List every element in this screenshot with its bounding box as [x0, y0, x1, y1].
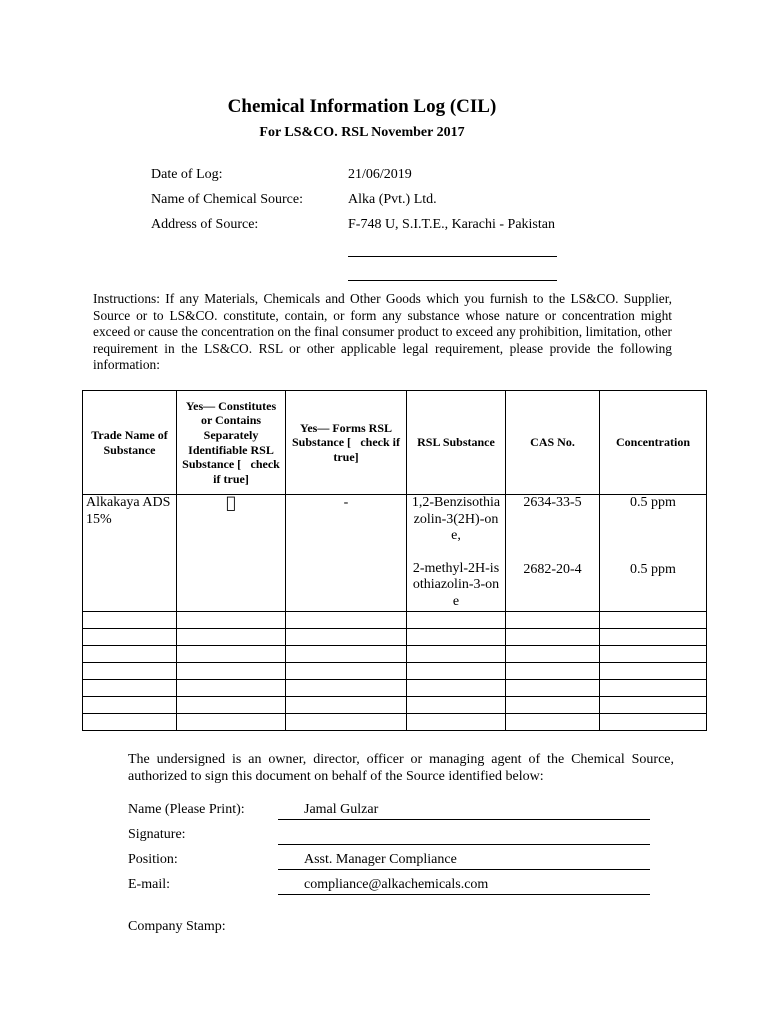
empty-cell — [600, 628, 707, 645]
empty-cell — [407, 645, 506, 662]
empty-cell — [407, 628, 506, 645]
empty-cell — [506, 662, 600, 679]
address-value: F-748 U, S.I.T.E., Karachi - Pakistan — [348, 217, 555, 232]
signature-field[interactable] — [278, 827, 650, 845]
table-row — [83, 662, 707, 679]
empty-cell — [506, 713, 600, 730]
empty-cell — [286, 611, 407, 628]
empty-cell — [83, 679, 177, 696]
empty-cell — [600, 645, 707, 662]
substance-table — [82, 390, 707, 731]
cas-a: 2634-33-5 — [523, 495, 582, 510]
name-label: Name (Please Print): — [128, 802, 245, 817]
cell-constitutes — [177, 495, 286, 612]
table-row — [83, 645, 707, 662]
empty-cell — [83, 662, 177, 679]
cas-b: 2682-20-4 — [523, 562, 582, 577]
empty-cell — [286, 662, 407, 679]
empty-cell — [506, 679, 600, 696]
cell-forms: - — [286, 495, 407, 612]
cell-concentration — [600, 495, 707, 612]
empty-cell — [407, 662, 506, 679]
table-row — [83, 611, 707, 628]
header-cas-no: CAS No. — [506, 391, 600, 495]
empty-cell — [177, 662, 286, 679]
date-value: 21/06/2019 — [348, 167, 412, 182]
empty-cell — [600, 696, 707, 713]
table-header-row — [83, 391, 707, 495]
address-line-3 — [348, 280, 557, 281]
source-label: Name of Chemical Source: — [151, 192, 304, 207]
empty-cell — [286, 645, 407, 662]
cell-cas-no — [506, 495, 600, 612]
stamp-label: Company Stamp: — [128, 919, 226, 934]
trade-name-text: Alkakaya ADS 15% — [86, 495, 171, 527]
address-line-2 — [348, 256, 557, 257]
empty-cell — [83, 645, 177, 662]
empty-cell — [286, 713, 407, 730]
page-subtitle: For LS&CO. RSL November 2017 — [259, 125, 465, 140]
header-constitutes: Yes— Constitutes or Contains Separately Identifiable RSL Substance [ check if true] — [177, 391, 286, 495]
header-rsl-substance: RSL Substance — [407, 391, 506, 495]
empty-cell — [407, 713, 506, 730]
empty-cell — [286, 628, 407, 645]
cell-rsl-substance — [407, 495, 506, 612]
empty-cell — [177, 628, 286, 645]
header-forms: Yes— Forms RSL Substance [ check if true] — [286, 391, 407, 495]
conc-b: 0.5 ppm — [630, 562, 676, 577]
empty-cell — [286, 696, 407, 713]
table-row — [83, 679, 707, 696]
empty-cell — [177, 713, 286, 730]
name-value: Jamal Gulzar — [304, 802, 379, 817]
date-label: Date of Log: — [151, 167, 223, 182]
empty-cell — [83, 611, 177, 628]
empty-cell — [286, 679, 407, 696]
table-row — [83, 696, 707, 713]
empty-cell — [506, 611, 600, 628]
table-row — [83, 628, 707, 645]
header-trade-name: Trade Name of Substance — [83, 391, 177, 495]
empty-cell — [177, 696, 286, 713]
page-title: Chemical Information Log (CIL) — [227, 96, 497, 117]
position-field[interactable] — [278, 852, 650, 870]
position-label: Position: — [128, 852, 178, 867]
email-label: E-mail: — [128, 877, 170, 892]
empty-cell — [506, 696, 600, 713]
empty-cell — [600, 679, 707, 696]
empty-cell — [600, 662, 707, 679]
empty-cell — [407, 696, 506, 713]
empty-cell — [177, 611, 286, 628]
instructions-text: Instructions: If any Materials, Chemicals and Other Goods which you furnish to the LS&CO. Supplier, Source or to LS&CO. constitute, contain, or form any substance whose nature or concentration might exceed or cause the concentration on the final consumer product to exceed any prohibition, limitation, other requirement in the LS&CO. RSL or other applicable legal requirement, please provide the following information: — [93, 291, 672, 373]
substance-b: 2-methyl-2H-isothiazolin-3-one — [412, 560, 500, 609]
empty-cell — [600, 713, 707, 730]
header-concentration: Concentration — [600, 391, 707, 495]
table-row — [83, 713, 707, 730]
conc-a: 0.5 ppm — [630, 495, 676, 510]
position-value: Asst. Manager Compliance — [304, 852, 457, 867]
empty-cell — [506, 628, 600, 645]
name-field[interactable] — [278, 802, 650, 820]
empty-cell — [407, 611, 506, 628]
empty-cell — [177, 679, 286, 696]
substance-a: 1,2-Benzisothiazolin-3(2H)-one, — [411, 495, 501, 544]
table-row — [83, 495, 707, 612]
check-icon — [226, 493, 236, 512]
signature-label: Signature: — [128, 827, 186, 842]
email-value: compliance@alkachemicals.com — [304, 877, 489, 892]
declaration-text: The undersigned is an owner, director, officer or managing agent of the Chemical Source, authorized to sign this document on behalf of the Source identified below: — [128, 752, 674, 784]
substance-gap — [410, 545, 502, 561]
empty-cell — [407, 679, 506, 696]
source-value: Alka (Pvt.) Ltd. — [348, 192, 437, 207]
empty-cell — [83, 628, 177, 645]
empty-cell — [83, 713, 177, 730]
email-field[interactable] — [278, 877, 650, 895]
empty-cell — [506, 645, 600, 662]
address-label: Address of Source: — [151, 217, 259, 232]
empty-cell — [83, 696, 177, 713]
empty-cell — [600, 611, 707, 628]
empty-cell — [177, 645, 286, 662]
cell-trade-name — [83, 495, 177, 612]
